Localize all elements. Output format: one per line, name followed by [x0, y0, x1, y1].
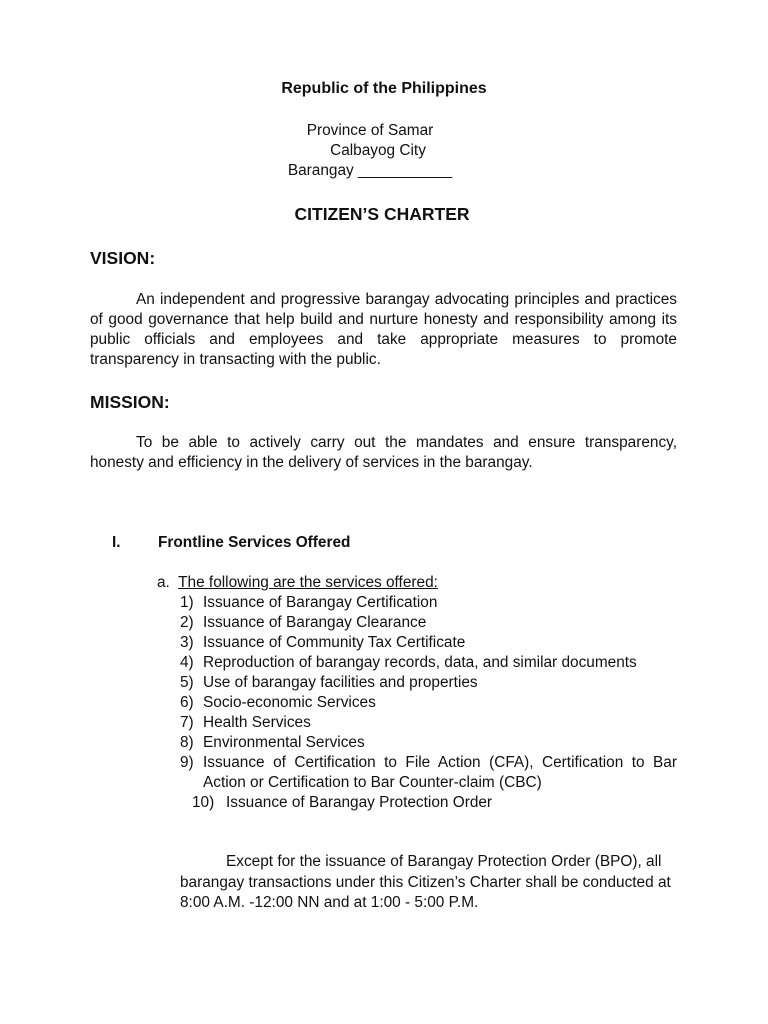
- section-heading: Frontline Services Offered: [158, 534, 351, 551]
- list-item: 2) Issuance of Barangay Clearance: [180, 614, 427, 631]
- list-item: 9) Issuance of Certification to File Action (CFA), Certification to Bar Action or Certification to Bar Counter-claim (CBC): [180, 754, 677, 791]
- vision-heading: VISION:: [90, 248, 156, 268]
- mission-heading: MISSION:: [90, 392, 170, 412]
- closing-paragraph: [180, 852, 677, 914]
- closing-text: Except for the issuance of Barangay Protection Order (BPO), all barangay transactions under this Citizen’s Charter shall be conducted at 8:00 A.M. -12:00 NN and at 1:00 - 5:00 P.M.: [180, 853, 671, 911]
- city-line: Calbayog City: [330, 142, 426, 159]
- services-subheading: [157, 573, 438, 593]
- list-item: 10) Issuance of Barangay Protection Order: [192, 794, 493, 811]
- barangay-line: Barangay ___________: [287, 162, 453, 179]
- subheading-marker: a.: [157, 574, 170, 591]
- vision-paragraph: [90, 290, 677, 370]
- subheading-text: The following are the services offered:: [178, 574, 438, 591]
- list-item: 1) Issuance of Barangay Certification: [180, 594, 438, 611]
- list-item: 5) Use of barangay facilities and properties: [180, 674, 478, 691]
- list-item: 8) Environmental Services: [180, 734, 365, 751]
- republic-heading: Republic of the Philippines: [281, 80, 487, 97]
- list-item: 3) Issuance of Community Tax Certificate: [180, 634, 466, 651]
- section-number: I.: [112, 534, 121, 551]
- vision-text: An independent and progressive barangay advocating principles and practices of good governance that help build and nurture honesty and responsibility among its public officials and employees and take appropriate measures to promote transparency in transacting with the public.: [90, 291, 677, 368]
- mission-text: To be able to actively carry out the mandates and ensure transparency, honesty and efficiency in the delivery of services in the barangay.: [90, 434, 677, 471]
- province-line: Province of Samar: [306, 122, 434, 139]
- services-list: [180, 593, 677, 813]
- list-item: 4) Reproduction of barangay records, data, and similar documents: [180, 654, 637, 671]
- document-title: CITIZEN’S CHARTER: [294, 204, 470, 224]
- mission-paragraph: [90, 433, 677, 473]
- list-item: 7) Health Services: [180, 714, 311, 731]
- list-item: 6) Socio-economic Services: [180, 694, 376, 711]
